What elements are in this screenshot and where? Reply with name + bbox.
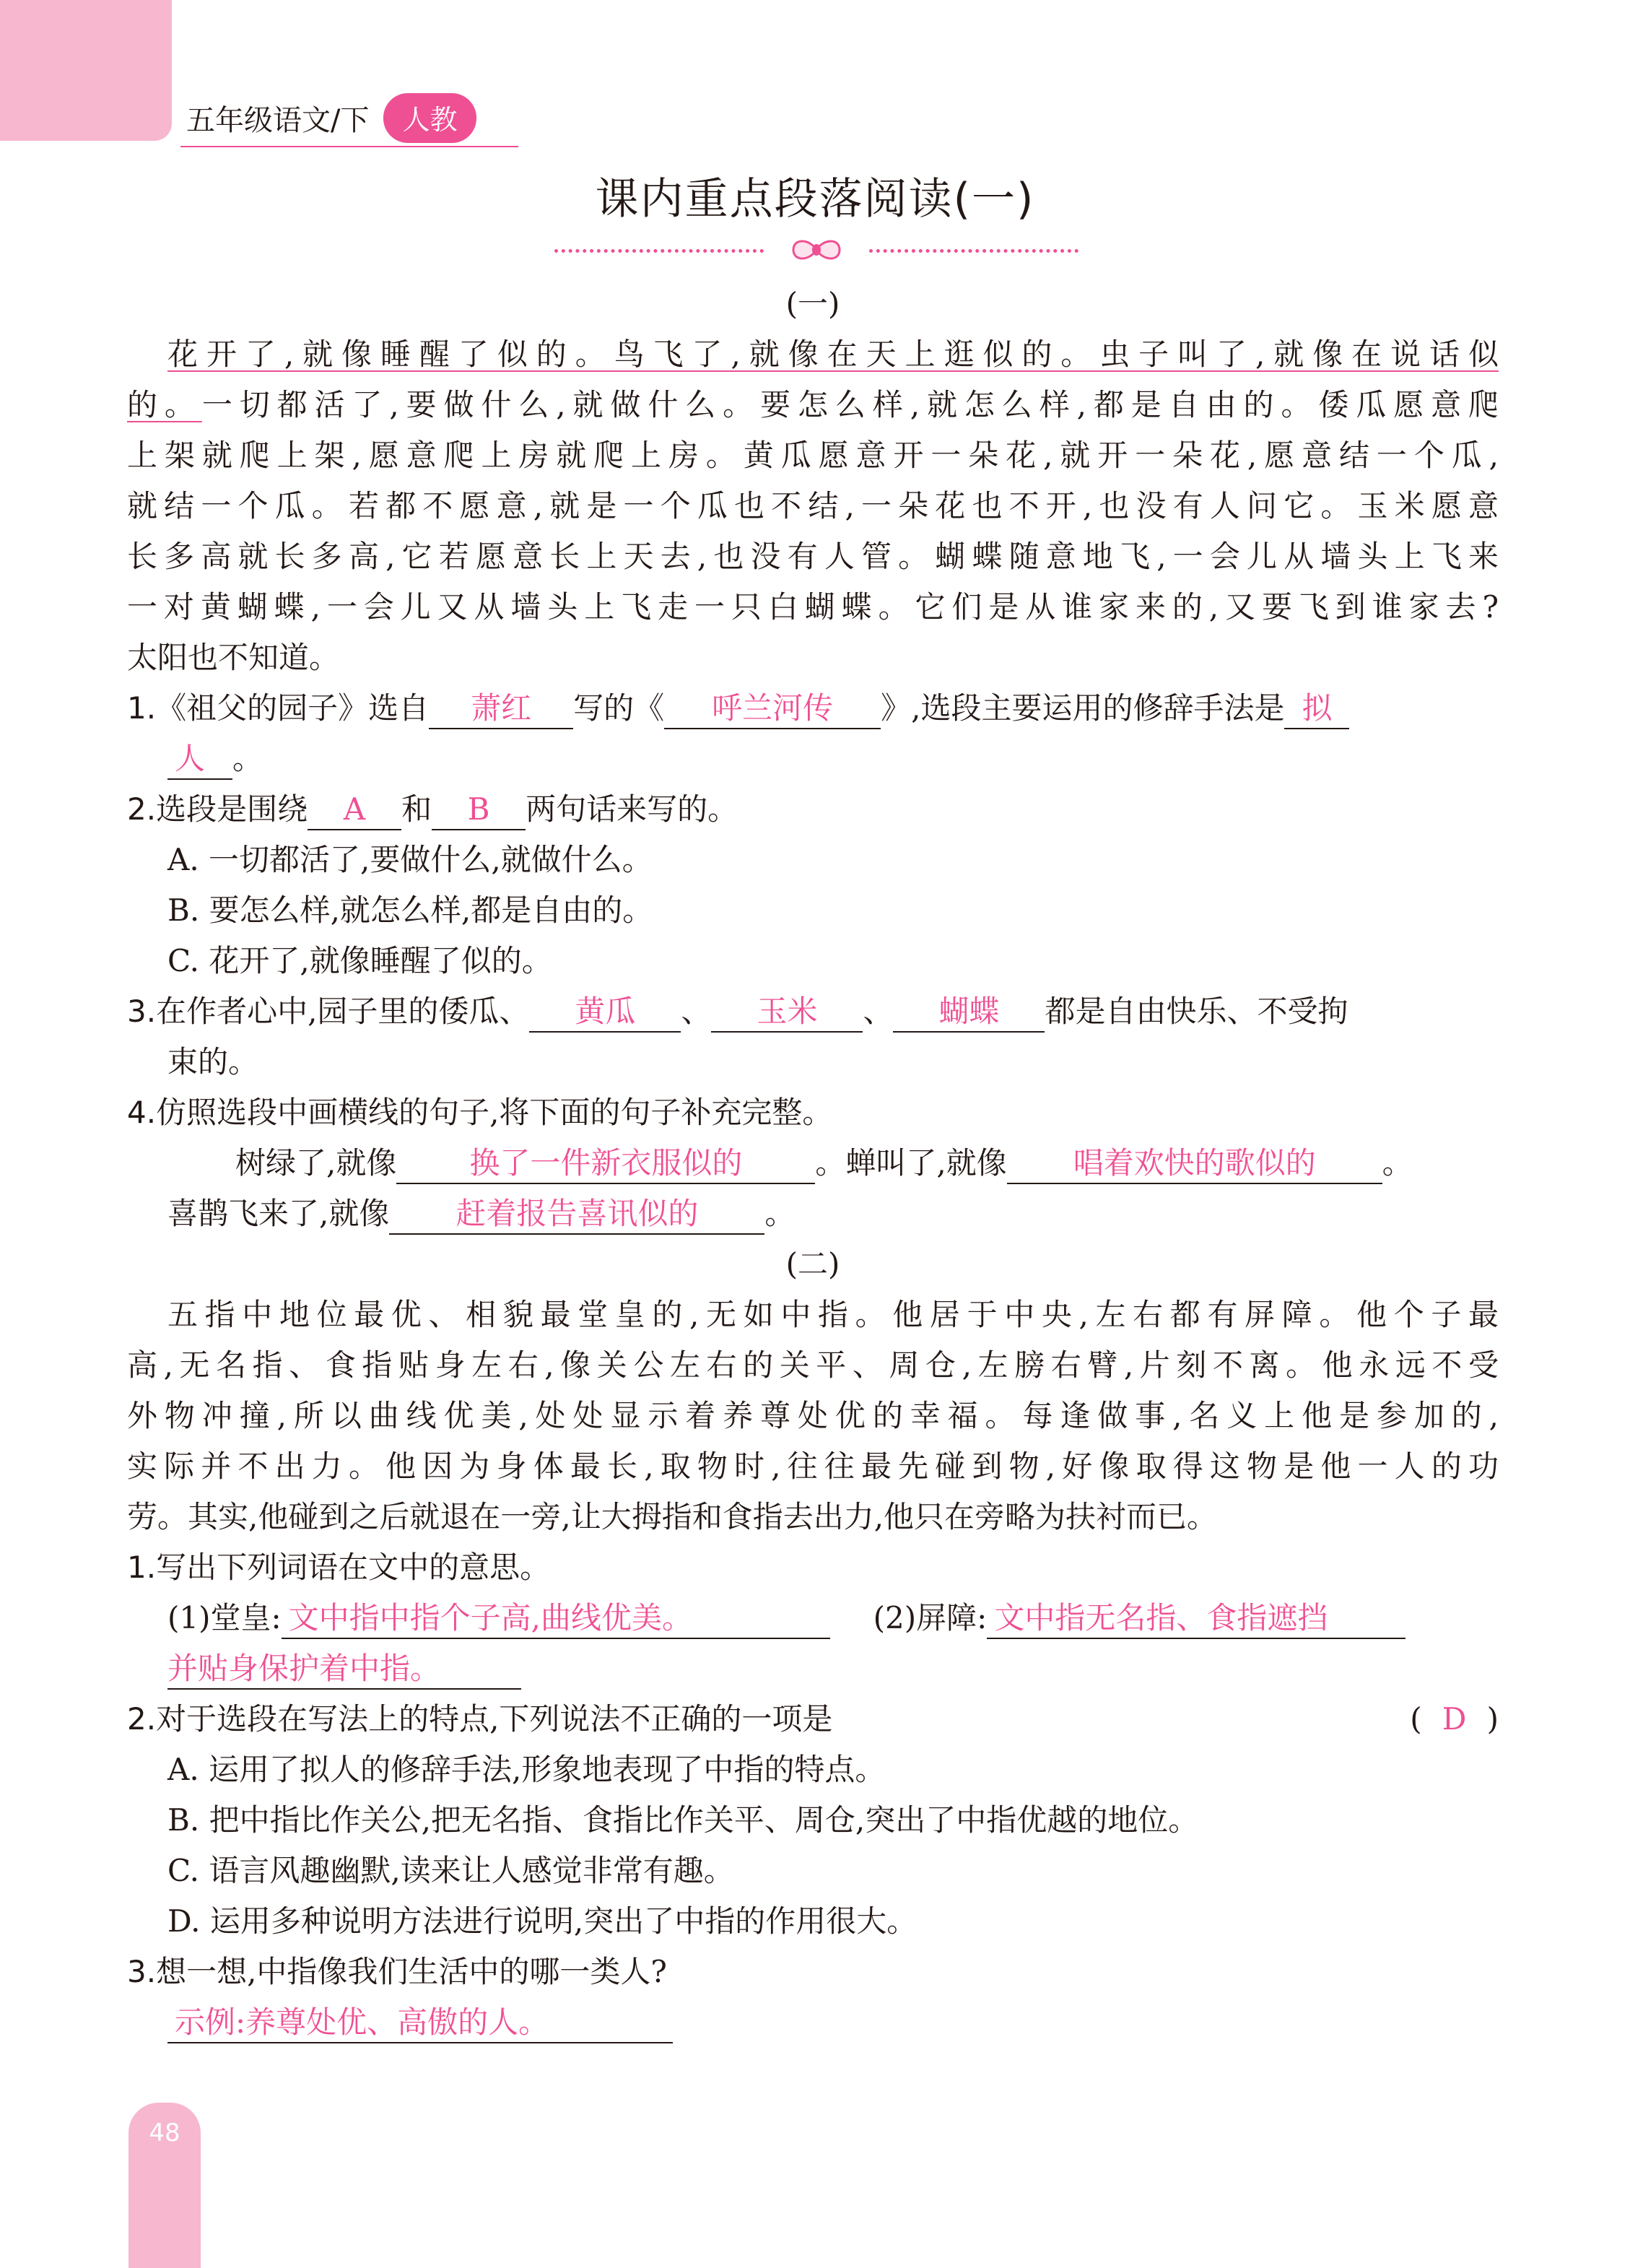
- passage-line: 就结一个瓜。若都不愿意,就是一个瓜也不结,一朵花也不开,也没有人问它。玉米愿意: [127, 488, 1499, 523]
- answer-paren[interactable]: ( D ): [1410, 1694, 1499, 1745]
- answer-blank[interactable]: 文中指无名指、食指遮挡: [987, 1597, 1405, 1639]
- passage-line: 外物冲撞,所以曲线优美,处处显示着养尊处优的幸福。每逢做事,名义上他是参加的,: [127, 1398, 1499, 1433]
- question-4-sentences-cont: 喜鹊飞来了,就像 赶着报告喜讯似的 。: [127, 1189, 1499, 1239]
- passage-line: 上架就爬上架,愿意爬上房就爬上房。黄瓜愿意开一朵花,就开一朵花,愿意结一个瓜,: [127, 438, 1499, 473]
- dotted-line-left: [554, 249, 764, 253]
- option: A. 运用了拟人的修辞手法,形象地表现了中指的特点。: [167, 1752, 886, 1787]
- section-label: (二): [785, 1246, 840, 1282]
- option: C. 语言风趣幽默,读来让人感觉非常有趣。: [167, 1853, 734, 1888]
- passage-line: 实际并不出力。他因为身体最长,取物时,往往最先碰到物,好像取得这物是他一人的功: [127, 1448, 1499, 1484]
- answer-blank[interactable]: 换了一件新衣服似的: [396, 1142, 815, 1184]
- answer-blank[interactable]: 唱着欢快的歌似的: [1007, 1142, 1382, 1184]
- page-number: 48: [149, 2119, 180, 2147]
- answer-blank[interactable]: 萧红: [429, 687, 573, 729]
- question-1: 1.《祖父的园子》选自 萧红 写的《 呼兰河传 》,选段主要运用的修辞手法是 拟: [127, 683, 1499, 734]
- header: [186, 92, 476, 143]
- option: D. 运用多种说明方法进行说明,突出了中指的作用很大。: [167, 1903, 918, 1939]
- question-1-cont: 人 。: [127, 734, 1499, 784]
- question-2: 2.对于选段在写法上的特点,下列说法不正确的一项是 ( D ): [127, 1694, 1499, 1745]
- answer-blank[interactable]: 玉米: [711, 991, 863, 1033]
- question-4-sentences: 树绿了,就像 换了一件新衣服似的 。蝉叫了,就像 唱着欢快的歌似的 。: [127, 1138, 1499, 1189]
- passage-line: 五指中地位最优、相貌最堂皇的,无如中指。他居于中央,左右都有屏障。他个子最: [167, 1297, 1499, 1332]
- question-1-items-cont: [127, 1643, 1499, 1694]
- grade-label: 五年级语文/下: [186, 103, 370, 137]
- question-1-items: (1)堂皇: 文中指中指个子高,曲线优美。 (2)屏障: 文中指无名指、食指遮挡: [127, 1593, 1499, 1643]
- question-4: 4.仿照选段中画横线的句子,将下面的句子补充完整。: [127, 1095, 833, 1130]
- question-2: 2.选段是围绕 A 和 B 两句话来写的。: [127, 784, 1499, 835]
- bow-icon: [789, 235, 844, 264]
- question-3-cont: 束的。: [167, 1044, 259, 1079]
- dotted-line-right: [869, 249, 1078, 253]
- question-3: 3.在作者心中,园子里的倭瓜、 黄瓜 、 玉米 、 蝴蝶 都是自由快乐、不受拘: [127, 986, 1499, 1037]
- passage-line: 高,无名指、食指贴身左右,像关公左右的关平、周仓,左膀右臂,片刻不离。他永远不受: [127, 1347, 1499, 1383]
- choice-answer: D: [1442, 1701, 1467, 1737]
- title-decoration: [554, 235, 1078, 264]
- header-divider: [180, 146, 518, 147]
- option: A. 一切都活了,要做什么,就做什么。: [167, 842, 653, 877]
- option: C. 花开了,就像睡醒了似的。: [167, 943, 552, 978]
- passage-line: 长多高就长多高,它若愿意长上天去,也没有人管。蝴蝶随意地飞,一会儿从墙头上飞来: [127, 539, 1499, 574]
- question-3-answer: [127, 1997, 1499, 2048]
- answer-blank[interactable]: 人: [167, 738, 232, 780]
- answer-blank[interactable]: 示例:养尊处优、高傲的人。: [167, 2002, 673, 2043]
- answer-blank[interactable]: 文中指中指个子高,曲线优美。: [282, 1597, 830, 1639]
- question-1: 1.写出下列词语在文中的意思。: [127, 1550, 551, 1585]
- passage-line: 花开了,就像睡醒了似的。鸟飞了,就像在天上逛似的。虫子叫了,就像在说话似: [167, 336, 1499, 372]
- answer-blank[interactable]: 黄瓜: [529, 991, 681, 1033]
- answer-blank[interactable]: 并贴身保护着中指。: [167, 1648, 521, 1690]
- answer-blank[interactable]: A: [308, 788, 401, 830]
- passage-line: 的。一切都活了,要做什么,就做什么。要怎么样,就怎么样,都是自由的。倭瓜愿意爬: [127, 387, 1499, 422]
- answer-blank[interactable]: 蝴蝶: [893, 991, 1045, 1033]
- publisher-badge: 人教: [383, 93, 476, 143]
- option: B. 把中指比作关公,把无名指、食指比作关平、周仓,突出了中指优越的地位。: [167, 1802, 1199, 1838]
- answer-blank[interactable]: 拟: [1284, 687, 1349, 729]
- option: B. 要怎么样,就怎么样,都是自由的。: [167, 892, 653, 928]
- question-3: 3.想一想,中指像我们生活中的哪一类人?: [127, 1954, 667, 1989]
- corner-tab: [0, 0, 172, 141]
- worksheet-content: [127, 279, 1499, 2048]
- passage-line: 太阳也不知道。: [127, 640, 340, 675]
- passage-line: 劳。其实,他碰到之后就退在一旁,让大拇指和食指去出力,他只在旁略为扶衬而已。: [127, 1499, 1218, 1534]
- page-title: 课内重点段落阅读(一): [595, 174, 1035, 225]
- answer-blank[interactable]: 呼兰河传: [664, 687, 881, 729]
- section-label: (一): [785, 286, 840, 321]
- answer-blank[interactable]: 赶着报告喜讯似的: [389, 1193, 764, 1235]
- answer-blank[interactable]: B: [432, 788, 526, 830]
- passage-line: 一对黄蝴蝶,一会儿又从墙头上飞走一只白蝴蝶。它们是从谁家来的,又要飞到谁家去?: [127, 589, 1499, 625]
